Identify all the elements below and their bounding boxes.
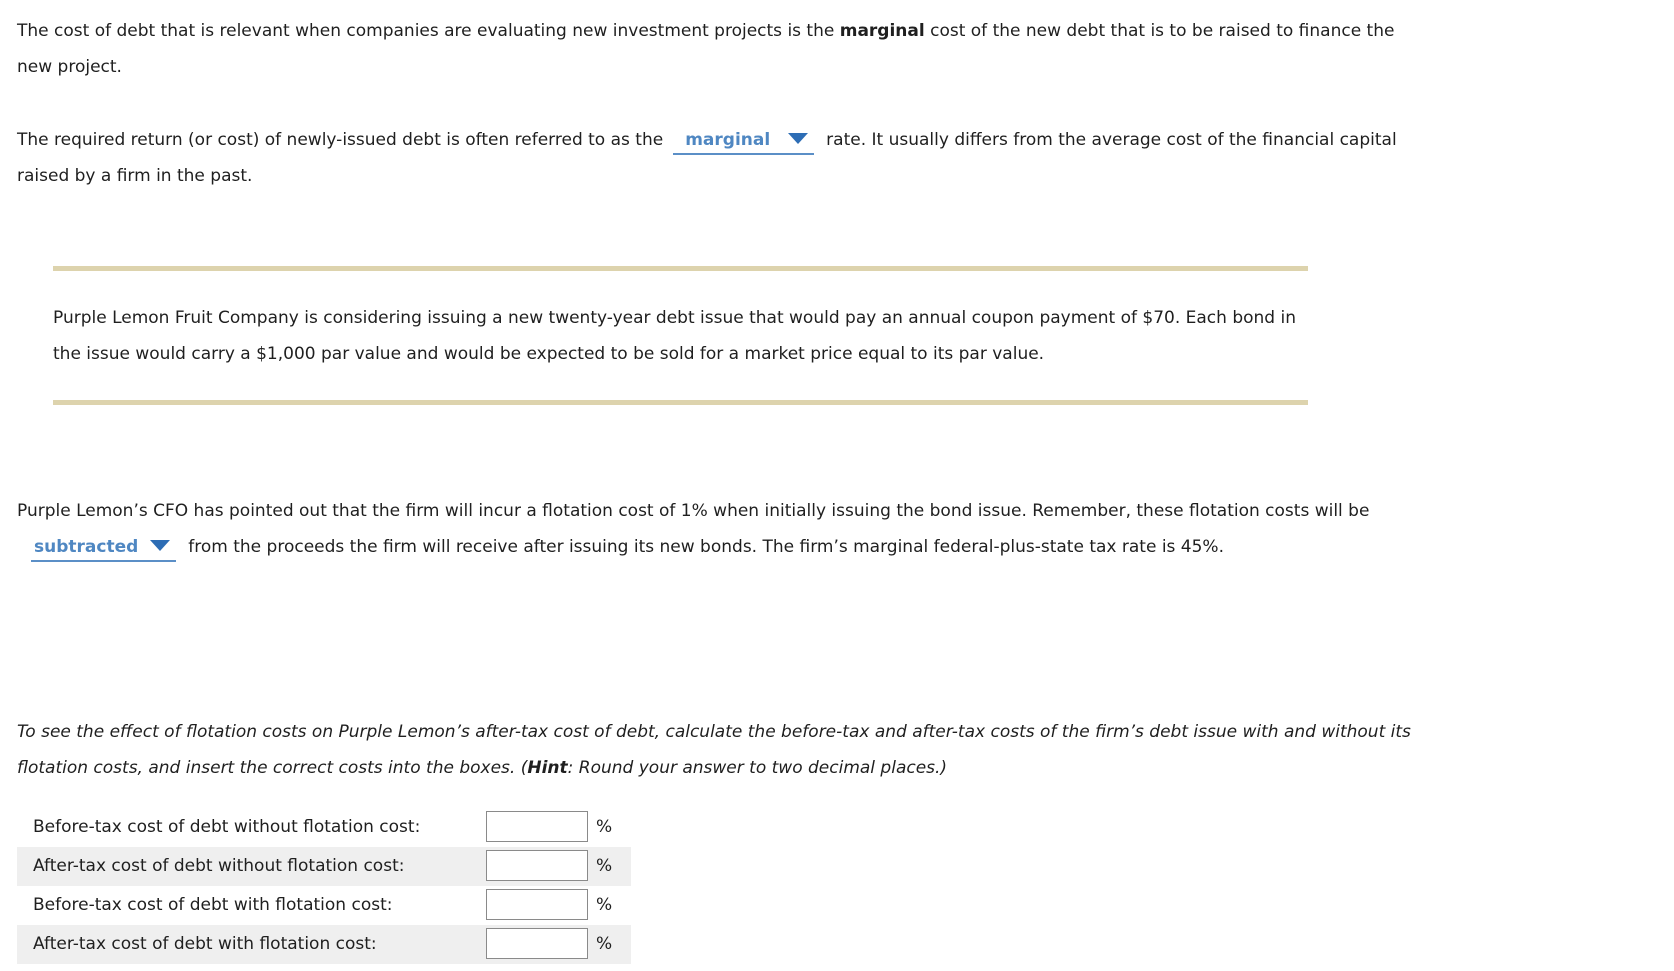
intro-text-before: The cost of debt that is relevant when companies are evaluating new investment projects is the (17, 21, 840, 41)
after-tax-no-flotation-input[interactable] (486, 850, 588, 881)
question2-text-after: from the proceeds the firm will receive after issuing its new bonds. The firm’s marginal federal-plus-state tax rate is 45%. (188, 537, 1224, 557)
question1-text-after: rate. It usually differs from the average cost of the financial capital raised by a firm in the past. (17, 130, 1397, 186)
scenario-top-divider (53, 266, 1308, 271)
intro-bold-term: marginal (839, 21, 925, 41)
answer-label: Before-tax cost of debt with flotation cost: (33, 895, 393, 915)
answer-row-before-tax-with-flotation (17, 886, 631, 925)
answer-label: After-tax cost of debt without flotation cost: (33, 856, 405, 876)
before-tax-with-flotation-input[interactable] (486, 889, 588, 920)
question2-text-before: Purple Lemon’s CFO has pointed out that the firm will incur a flotation cost of 1% when initially issuing the bond issue. Remember, these flotation costs will be (17, 501, 1370, 521)
answer-row-after-tax-no-flotation (17, 847, 631, 886)
percent-unit: % (596, 895, 613, 915)
after-tax-with-flotation-input[interactable] (486, 928, 588, 959)
question1-text-before: The required return (or cost) of newly-issued debt is often referred to as the (17, 130, 664, 150)
answer-row-after-tax-with-flotation (17, 925, 631, 964)
intro-paragraph (17, 13, 1417, 85)
percent-unit: % (596, 817, 613, 837)
instructions-text-after: : Round your answer to two decimal places.) (567, 758, 948, 778)
chevron-down-icon (788, 133, 808, 144)
hint-label: Hint (527, 758, 568, 778)
percent-unit: % (596, 856, 613, 876)
intro-text-after: cost of the new debt that is to be raised to finance the new project. (17, 21, 1395, 77)
rate-type-dropdown-value: marginal (685, 130, 771, 150)
question1-paragraph (17, 122, 1417, 194)
scenario-text: Purple Lemon Fruit Company is considering issuing a new twenty-year debt issue that would pay an annual coupon payment of $70. Each bond in the issue would carry a $1,000 par value and would be expected to be sold for a market price equal to its par value. (53, 308, 1296, 364)
answer-table (17, 808, 631, 964)
answer-label: After-tax cost of debt with flotation cost: (33, 934, 377, 954)
answer-label: Before-tax cost of debt without flotation cost: (33, 817, 421, 837)
question2-paragraph (17, 493, 1417, 565)
flotation-treatment-dropdown[interactable] (31, 534, 176, 562)
percent-unit: % (596, 934, 613, 954)
instructions-paragraph (17, 714, 1417, 786)
rate-type-dropdown[interactable] (673, 127, 814, 155)
scenario-bottom-divider (53, 400, 1308, 405)
answer-row-before-tax-no-flotation (17, 808, 631, 847)
before-tax-no-flotation-input[interactable] (486, 811, 588, 842)
flotation-treatment-dropdown-value: subtracted (34, 537, 139, 557)
chevron-down-icon (150, 540, 170, 551)
instructions-text-before: To see the effect of flotation costs on Purple Lemon’s after-tax cost of debt, calculate the before-tax and after-tax costs of the firm’s debt issue with and without its flotation costs, and insert the correct costs into the boxes. ( (17, 722, 1411, 778)
